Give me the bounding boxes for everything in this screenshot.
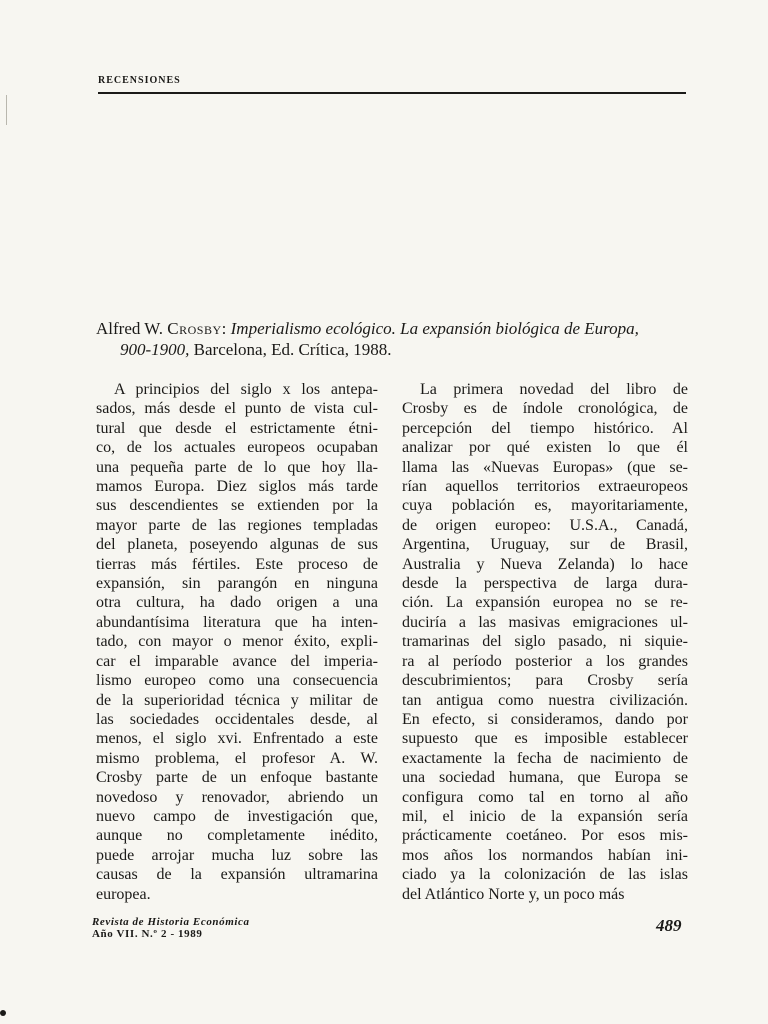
citation-line-2 — [96, 339, 696, 360]
right-column-line: La primera novedad del libro de — [420, 381, 688, 398]
left-column-line: co, de los actuales europeos ocupaban — [96, 439, 378, 457]
right-column-line: llama las «Nuevas Europas» (que se- — [402, 458, 688, 476]
left-column-line: de la superioridad técnica y militar de — [96, 691, 378, 709]
right-column-line: mil, el inicio de la expansión sería — [402, 807, 688, 825]
right-column-line: ciado ya la colonización de las islas — [402, 866, 688, 884]
left-column-line: A principios del siglo x los antepa- — [114, 381, 378, 398]
right-column-line: tramarinas del siglo pasado, ni siquie- — [402, 633, 688, 651]
left-column-line: car el imparable avance del imperia- — [96, 652, 378, 670]
author-last-name: Crosby — [167, 319, 222, 338]
left-column-line: nuevo campo de investigación que, — [96, 807, 378, 825]
right-column-line: percepción del tiempo histórico. Al — [402, 419, 688, 437]
right-column-line: prácticamente coetáneo. Por esos mis- — [402, 827, 688, 845]
right-column-line: Argentina, Uruguay, sur de Brasil, — [402, 536, 688, 554]
left-column-line: Crosby parte de un enfoque bastante — [96, 769, 378, 787]
left-column-line: sados, más desde el punto de vista cul- — [96, 400, 378, 418]
journal-issue: Año VII. N.º 2 - 1989 — [92, 928, 203, 940]
section-label: RECENSIONES — [98, 75, 181, 86]
right-column-line: Crosby es de índole cronológica, de — [402, 400, 688, 418]
right-column-line: desde la perspectiva de larga dura- — [402, 575, 688, 593]
right-column-line: del Atlántico Norte y, un poco más — [402, 885, 625, 903]
left-column — [96, 380, 378, 904]
left-column-line: lismo europeo como una consecuencia — [96, 672, 378, 690]
left-column-line: expansión, sin parangón en ninguna — [96, 575, 378, 593]
right-column-line: ción. La expansión europea no se re- — [402, 594, 688, 612]
left-column-line: europea. — [96, 885, 151, 903]
right-column-line: duciría a las masivas emigraciones ul- — [402, 613, 688, 631]
left-column-line: tural que desde el estrictamente étni- — [96, 419, 378, 437]
left-column-line: una pequeña parte de lo que hoy lla- — [96, 458, 378, 476]
left-column-line: del planeta, poseyendo algunas de sus — [96, 536, 378, 554]
right-column-line: analizar por qué existen lo que él — [402, 439, 688, 457]
left-column-line: abundantísima literatura que ha inten- — [96, 613, 378, 631]
scan-edge-mark — [0, 1010, 6, 1016]
right-column-line: supuesto que es imposible establecer — [402, 730, 688, 748]
left-column-line: mamos Europa. Diez siglos más tarde — [96, 478, 378, 496]
right-column-line: descubrimientos; para Crosby sería — [402, 672, 688, 690]
publication-info: Barcelona, Ed. Crítica, 1988. — [189, 340, 392, 359]
left-column-line: menos, el siglo xvi. Enfrentado a este — [96, 730, 378, 748]
scan-edge-line — [6, 95, 7, 125]
right-column-line: cuya población es, mayoritariamente, — [402, 497, 688, 515]
left-column-line: puede arrojar mucha luz sobre las — [96, 846, 378, 864]
left-column-line: mayor parte de las regiones templadas — [96, 516, 378, 534]
left-column-line: causas de la expansión ultramarina — [96, 866, 378, 884]
book-title: Imperialismo ecológico. La expansión biológica de Europa, — [230, 319, 639, 338]
right-column-line: ra al período posterior a los grandes — [402, 652, 688, 670]
journal-name: Revista de Historia Económica — [92, 916, 250, 928]
right-column-line: configura como tal en torno al año — [402, 788, 688, 806]
right-column-line: mos años los normandos habían ini- — [402, 846, 688, 864]
left-column-line: tado, con mayor o menor éxito, expli- — [96, 633, 378, 651]
right-column-line: Australia y Nueva Zelanda) lo hace — [402, 555, 688, 573]
author-first-name: Alfred W. — [96, 319, 168, 338]
right-column-line: exactamente la fecha de nacimiento de — [402, 749, 688, 767]
right-column-line: de origen europeo: U.S.A., Canadá, — [402, 516, 688, 534]
left-column-line: otra cultura, ha dado origen a una — [96, 594, 378, 612]
left-column-line: novedoso y renovador, abriendo un — [96, 788, 378, 806]
right-column-line: rían aquellos territorios extraeuropeos — [402, 478, 688, 496]
left-column-line: mismo problema, el profesor A. W. — [96, 749, 378, 767]
right-column-line: tan antigua como nuestra civilización. — [402, 691, 688, 709]
left-column-line: aunque no completamente inédito, — [96, 827, 378, 845]
right-column-line: En efecto, si consideramos, dando por — [402, 710, 688, 728]
left-column-line: tierras más fértiles. Este proceso de — [96, 555, 378, 573]
book-title-years: 900-1900, — [120, 340, 190, 359]
left-column-line: las sociedades occidentales desde, al — [96, 710, 378, 728]
citation-colon: : — [221, 319, 231, 338]
header-rule — [98, 92, 686, 94]
right-column — [402, 380, 688, 904]
page-number: 489 — [656, 916, 682, 935]
right-column-line: una sociedad humana, que Europa se — [402, 769, 688, 787]
book-citation — [96, 318, 696, 360]
left-column-line: sus descendientes se extienden por la — [96, 497, 378, 515]
